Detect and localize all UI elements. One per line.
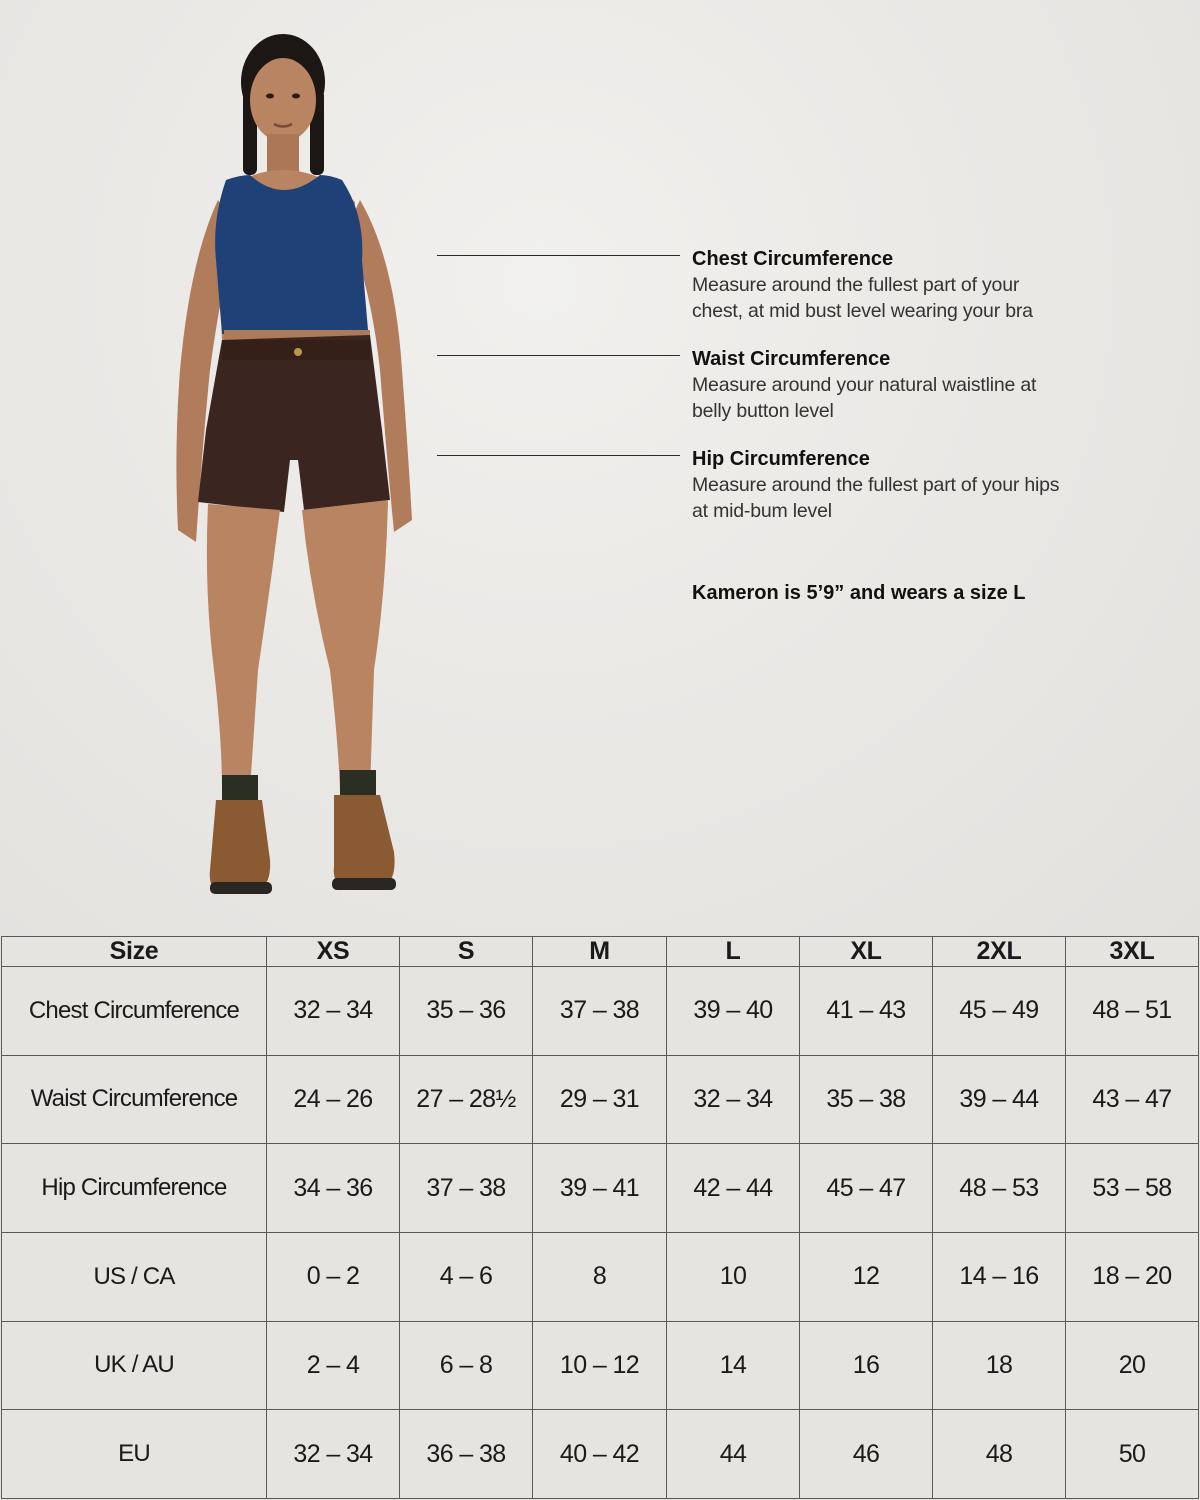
- header-cell: M: [533, 937, 667, 967]
- header-cell: Size: [2, 937, 267, 967]
- table-row: [2, 1232, 1199, 1321]
- table-cell: 45 – 49: [933, 967, 1066, 1056]
- table-cell: 24 – 26: [267, 1055, 400, 1144]
- model-note: Kameron is 5’9” and wears a size L: [692, 582, 1026, 604]
- table-cell: 48 – 53: [933, 1144, 1066, 1233]
- table-cell: 42 – 44: [667, 1144, 800, 1233]
- waist-annotation: [692, 346, 1132, 424]
- chest-desc-line-2: chest, at mid bust level wearing your bra: [692, 300, 1033, 322]
- table-cell: 39 – 44: [933, 1055, 1066, 1144]
- table-cell: 27 – 28½: [400, 1055, 533, 1144]
- table-cell: 18: [933, 1321, 1066, 1410]
- table-cell: 2 – 4: [267, 1321, 400, 1410]
- table-cell: 45 – 47: [800, 1144, 933, 1233]
- table-cell: 6 – 8: [400, 1321, 533, 1410]
- table-cell: 16: [800, 1321, 933, 1410]
- table-cell: 12: [800, 1232, 933, 1321]
- header-cell: XS: [267, 937, 400, 967]
- table-cell: 18 – 20: [1066, 1232, 1199, 1321]
- row-label: UK / AU: [2, 1321, 267, 1410]
- row-label: EU: [2, 1410, 267, 1499]
- header-cell: 2XL: [933, 937, 1066, 967]
- table-cell: 39 – 40: [667, 967, 800, 1056]
- table-row: [2, 1144, 1199, 1233]
- table-cell: 14 – 16: [933, 1232, 1066, 1321]
- table-cell: 48 – 51: [1066, 967, 1199, 1056]
- table-cell: 29 – 31: [533, 1055, 667, 1144]
- hip-desc-line-1: Measure around the fullest part of your hips: [692, 474, 1060, 496]
- table-row: [2, 1410, 1199, 1499]
- chest-guide-line: [437, 255, 680, 256]
- table-cell: 32 – 34: [267, 1410, 400, 1499]
- header-cell: S: [400, 937, 533, 967]
- waist-desc-line-1: Measure around your natural waistline at: [692, 374, 1037, 396]
- table-cell: 53 – 58: [1066, 1144, 1199, 1233]
- table-cell: 14: [667, 1321, 800, 1410]
- table-cell: 36 – 38: [400, 1410, 533, 1499]
- table-cell: 44: [667, 1410, 800, 1499]
- header-cell: 3XL: [1066, 937, 1199, 967]
- table-cell: 41 – 43: [800, 967, 933, 1056]
- row-label: US / CA: [2, 1232, 267, 1321]
- header-cell: XL: [800, 937, 933, 967]
- table-cell: 35 – 36: [400, 967, 533, 1056]
- table-cell: 0 – 2: [267, 1232, 400, 1321]
- table-cell: 40 – 42: [533, 1410, 667, 1499]
- row-label: Chest Circumference: [2, 967, 267, 1056]
- table-cell: 32 – 34: [267, 967, 400, 1056]
- table-cell: 20: [1066, 1321, 1199, 1410]
- table-cell: 43 – 47: [1066, 1055, 1199, 1144]
- hip-annotation: [692, 446, 1132, 524]
- table-cell: 48: [933, 1410, 1066, 1499]
- table-row: [2, 1321, 1199, 1410]
- table-cell: 8: [533, 1232, 667, 1321]
- chest-desc-line-1: Measure around the fullest part of your: [692, 274, 1020, 296]
- table-cell: 37 – 38: [533, 967, 667, 1056]
- hip-guide-line: [437, 455, 680, 456]
- table-cell: 46: [800, 1410, 933, 1499]
- waist-title: Waist Circumference: [692, 348, 891, 370]
- table-cell: 50: [1066, 1410, 1199, 1499]
- chest-title: Chest Circumference: [692, 248, 894, 270]
- table-cell: 39 – 41: [533, 1144, 667, 1233]
- table-cell: 10: [667, 1232, 800, 1321]
- table-row: [2, 1055, 1199, 1144]
- chest-annotation: [692, 246, 1132, 324]
- table-header-row: [2, 937, 1199, 967]
- table-cell: 34 – 36: [267, 1144, 400, 1233]
- row-label: Waist Circumference: [2, 1055, 267, 1144]
- header-cell: L: [667, 937, 800, 967]
- waist-desc-line-2: belly button level: [692, 400, 834, 422]
- table-cell: 35 – 38: [800, 1055, 933, 1144]
- table-cell: 32 – 34: [667, 1055, 800, 1144]
- size-chart-table: [1, 936, 1199, 1499]
- table-row: [2, 967, 1199, 1056]
- table-cell: 10 – 12: [533, 1321, 667, 1410]
- row-label: Hip Circumference: [2, 1144, 267, 1233]
- hip-title: Hip Circumference: [692, 448, 870, 470]
- waist-guide-line: [437, 355, 680, 356]
- table-cell: 4 – 6: [400, 1232, 533, 1321]
- hip-desc-line-2: at mid-bum level: [692, 500, 832, 522]
- table-cell: 37 – 38: [400, 1144, 533, 1233]
- model-photo: [150, 30, 450, 910]
